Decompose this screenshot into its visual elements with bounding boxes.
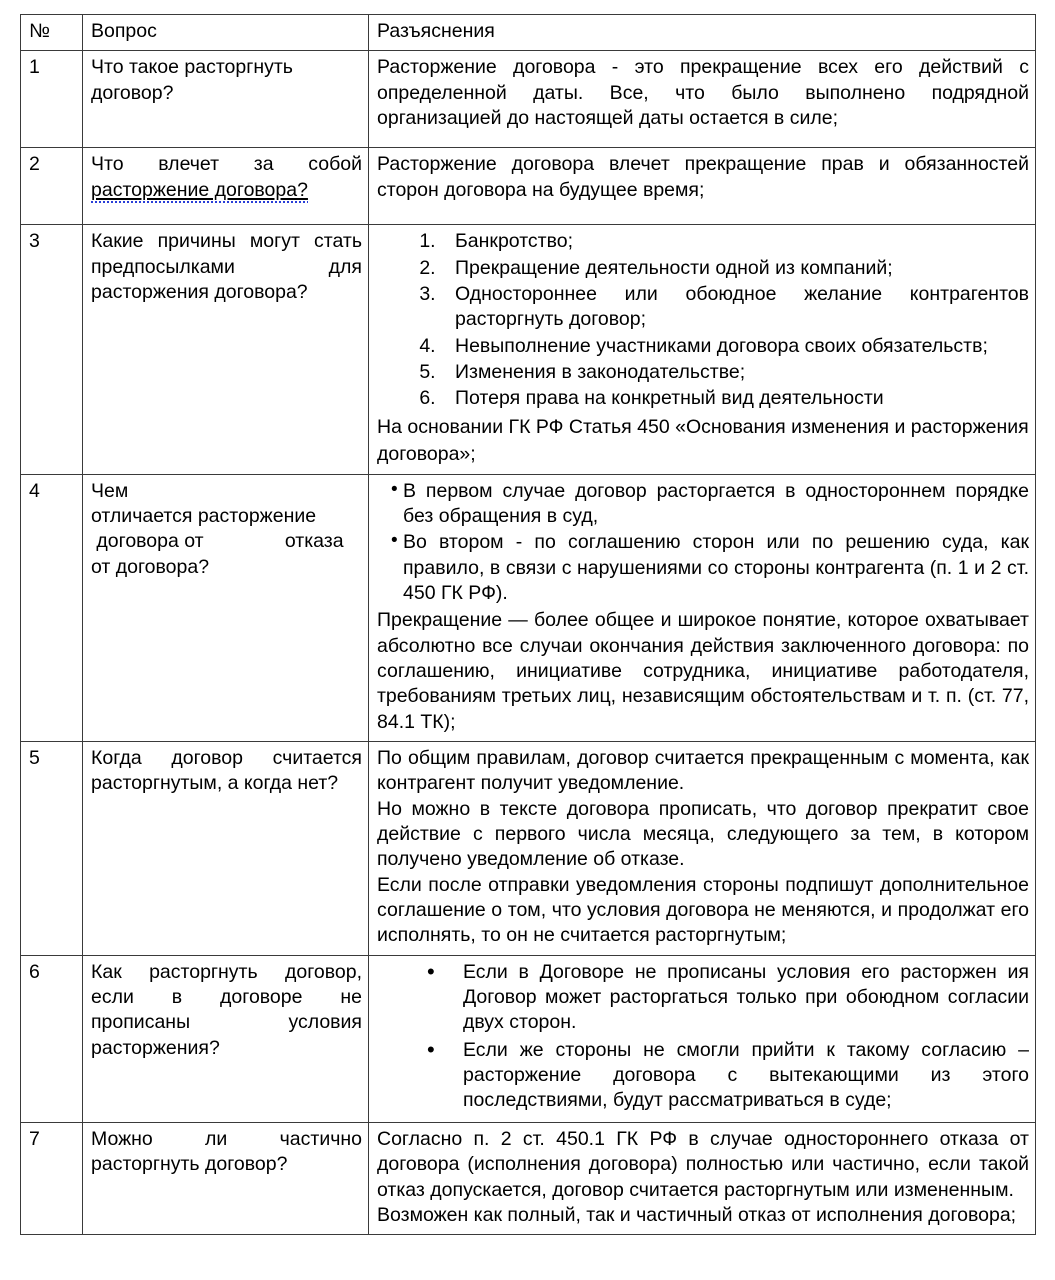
ordered-list xyxy=(377,229,1029,411)
paragraph: Прекращение — более общее и широкое понятие, которое охватывает абсолютно все случаи окончания действия заключенного договора: по соглашению, инициативе сотрудника, инициативе работодателя, требованиям третьих лиц, независящим обстоятельствам и т. п. (ст. 77, 84.1 ТК); xyxy=(377,609,1029,733)
row-question: Какие причины могут стать предпосылками для расторжения договора? xyxy=(83,225,369,474)
row-number: 5 xyxy=(21,742,83,956)
list-item: 6. Потеря права на конкретный вид деятельности xyxy=(441,386,1029,411)
row-answer xyxy=(369,1122,1036,1234)
bullet-list xyxy=(377,960,1029,1114)
question-plain-text: Что влечет за собой xyxy=(91,153,362,176)
question-line: отличается расторжение xyxy=(91,504,317,527)
row-number: 4 xyxy=(21,474,83,741)
list-item: 2. Прекращение деятельности одной из компаний; xyxy=(441,256,1029,281)
row-number: 7 xyxy=(21,1122,83,1234)
paragraph: Если после отправки уведомления стороны подпишут дополнительное соглашение о том, что условия договора не меняются, и продолжат его исполнять, то он не считается расторгнутым; xyxy=(377,873,1029,947)
question-underlined-text: расторжение договора? xyxy=(91,179,308,204)
table-row xyxy=(21,955,1036,1122)
question-line: от договора? xyxy=(91,555,210,578)
row-question: Можно ли частично расторгнуть договор? xyxy=(83,1122,369,1234)
header-cell-question: Вопрос xyxy=(83,15,369,51)
qa-table xyxy=(20,14,1036,1235)
paragraph: На основании ГК РФ Статья 450 «Основания изменения и расторжения договора»; xyxy=(377,415,1029,465)
list-item: • Если в Договоре не прописаны условия его расторжен ия Договор может расторгаться только при обоюдном согласии двух сторон. xyxy=(425,960,1029,1036)
table-row xyxy=(21,51,1036,148)
list-item: 1. Банкротство; xyxy=(441,229,1029,254)
header-cell-num: № xyxy=(21,15,83,51)
table-row xyxy=(21,148,1036,225)
row-number: 3 xyxy=(21,225,83,474)
row-question: Когда договор считается расторгнутым, а когда нет? xyxy=(83,742,369,956)
header-cell-explanation: Разъяснения xyxy=(369,15,1036,51)
table-row xyxy=(21,225,1036,474)
list-item: • Если же стороны не смогли прийти к такому согласию – расторжение договора с вытекающими из этого последствиями, будут рассматриваться в суде; xyxy=(425,1038,1029,1114)
row-answer: Расторжение договора - это прекращение всех его действий с определенной даты. Все, что было выполнено подрядной организацией до настоящей даты остается в силе; xyxy=(369,51,1036,148)
list-item: • Во втором - по соглашению сторон или по решению суда, как правило, в связи с нарушениями со стороны контрагента (п. 1 и 2 ст. 450 ГК РФ). xyxy=(391,530,1029,606)
list-item: 3. Одностороннее или обоюдное желание контрагентов расторгнуть договор; xyxy=(441,282,1029,333)
row-question: Как расторгнуть договор, если в договоре не прописаны условия расторжения? xyxy=(83,955,369,1122)
paragraph: Возможен как полный, так и частичный отказ от исполнения договора; xyxy=(377,1203,1017,1226)
list-item: 5. Изменения в законодательстве; xyxy=(441,360,1029,385)
table-row xyxy=(21,474,1036,741)
row-answer xyxy=(369,474,1036,741)
row-answer xyxy=(369,742,1036,956)
row-number: 2 xyxy=(21,148,83,225)
row-answer xyxy=(369,225,1036,474)
question-line: договора от отказа xyxy=(91,530,344,553)
answer-paragraphs xyxy=(377,608,1029,735)
list-item: • В первом случае договор расторгается в одностороннем порядке без обращения в суд, xyxy=(391,479,1029,530)
paragraph: Согласно п. 2 ст. 450.1 ГК РФ в случае одностороннего отказа от договора (исполнения договора) полностью или частично, если такой отказ допускается, договор считается расторгнутым или измененным. xyxy=(377,1127,1029,1201)
table-row xyxy=(21,742,1036,956)
bullet-list xyxy=(377,479,1029,607)
row-answer: Расторжение договора влечет прекращение прав и обязанностей сторон договора на будущее время; xyxy=(369,148,1036,225)
row-question xyxy=(83,474,369,741)
paragraph: По общим правилам, договор считается прекращенным с момента, как контрагент получит уведомление. xyxy=(377,747,1029,795)
row-number: 1 xyxy=(21,51,83,148)
list-item: 4. Невыполнение участниками договора своих обязательств; xyxy=(441,334,1029,359)
table-header-row xyxy=(21,15,1036,51)
row-question: Что такое расторгнуть договор? xyxy=(83,51,369,148)
table-row xyxy=(21,1122,1036,1234)
row-answer xyxy=(369,955,1036,1122)
question-line: Чем xyxy=(91,479,129,502)
answer-footnote xyxy=(377,414,1029,468)
row-number: 6 xyxy=(21,955,83,1122)
paragraph: Но можно в тексте договора прописать, что договор прекратит свое действие с первого числа месяца, следующего за тем, в котором получено уведомление об отказе. xyxy=(377,797,1029,871)
row-question xyxy=(83,148,369,225)
